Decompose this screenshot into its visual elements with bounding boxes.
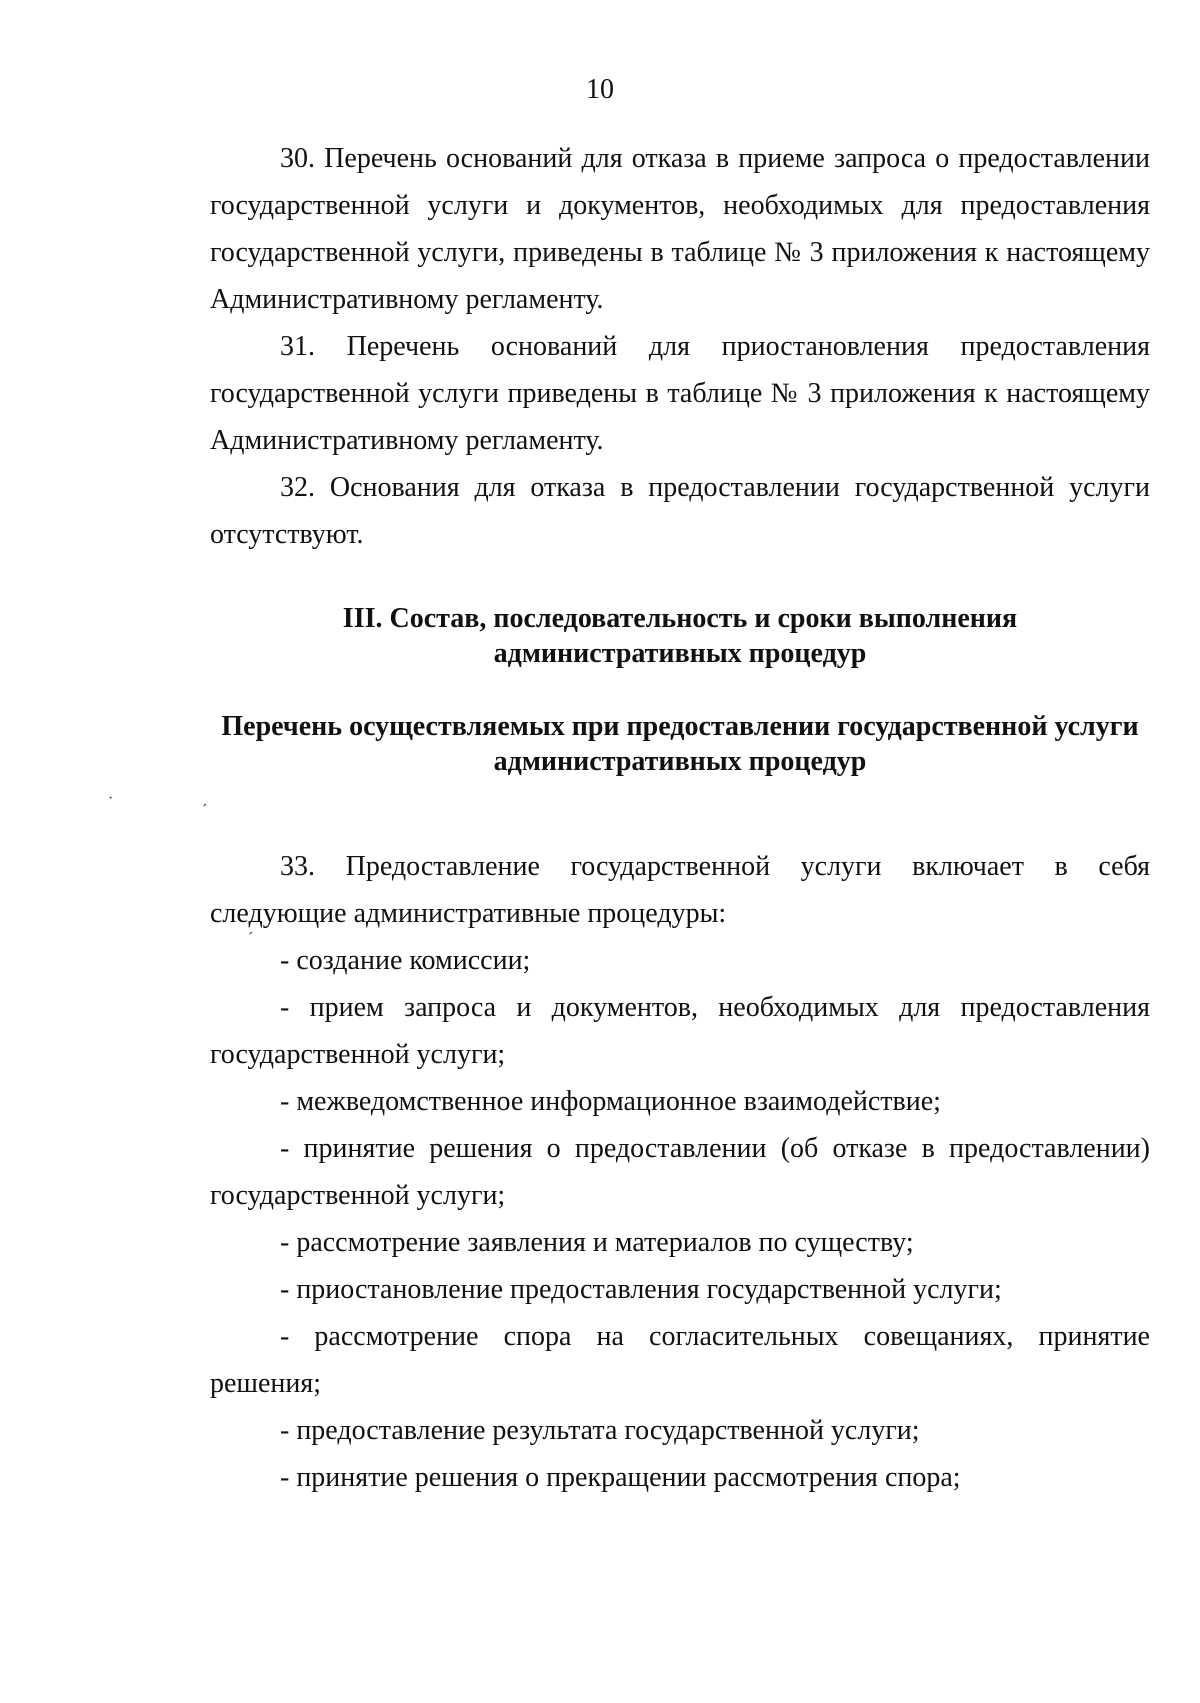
procedures-list (210, 937, 1150, 1501)
list-item: - рассмотрение заявления и материалов по существу; (280, 1227, 914, 1258)
list-item: - принятие решения о прекращении рассмотрения спора; (280, 1462, 961, 1493)
subsection-heading-line-2: административных процедур (493, 746, 867, 777)
list-item: - приостановление предоставления государственной услуги; (280, 1274, 1002, 1305)
section-heading (210, 601, 1150, 671)
section-heading-line-1: III. Состав, последовательность и сроки выполнения (342, 603, 1018, 634)
subsection-heading (210, 709, 1150, 779)
list-item: - создание комиссии; (280, 945, 531, 976)
list-item: - принятие решения о предоставлении (об отказе в предоставлении) государственной услуги; (210, 1133, 1150, 1211)
list-item: - предоставление результата государственной услуги; (280, 1415, 920, 1446)
scan-mark: · (108, 790, 114, 807)
document-body (210, 135, 1150, 1501)
paragraph-31: 31. Перечень оснований для приостановления предоставления государственной услуги приведены в таблице № 3 приложения к настоящему Административному регламенту. (210, 331, 1150, 456)
paragraph-30: 30. Перечень оснований для отказа в приеме запроса о предоставлении государственной услуги и документов, необходимых для предоставления государственной услуги, приведены в таблице № 3 приложения к настоящему Административному регламенту. (210, 143, 1150, 315)
subsection-heading-line-1: Перечень осуществляемых при предоставлении государственной услуги (221, 711, 1139, 742)
list-item: - прием запроса и документов, необходимых для предоставления государственной услуги; (210, 992, 1150, 1070)
scan-mark: ˊ (248, 930, 254, 947)
page-number: 10 (586, 74, 614, 105)
list-item: - рассмотрение спора на согласительных совещаниях, принятие решения; (210, 1321, 1150, 1399)
list-item: - межведомственное информационное взаимодействие; (280, 1086, 941, 1117)
paragraph-33: 33. Предоставление государственной услуги включает в себя следующие административные процедуры: (210, 851, 1150, 929)
paragraph-32: 32. Основания для отказа в предоставлении государственной услуги отсутствуют. (210, 472, 1150, 550)
scan-mark: ˊ (202, 802, 208, 819)
section-heading-line-2: административных процедур (493, 638, 867, 669)
